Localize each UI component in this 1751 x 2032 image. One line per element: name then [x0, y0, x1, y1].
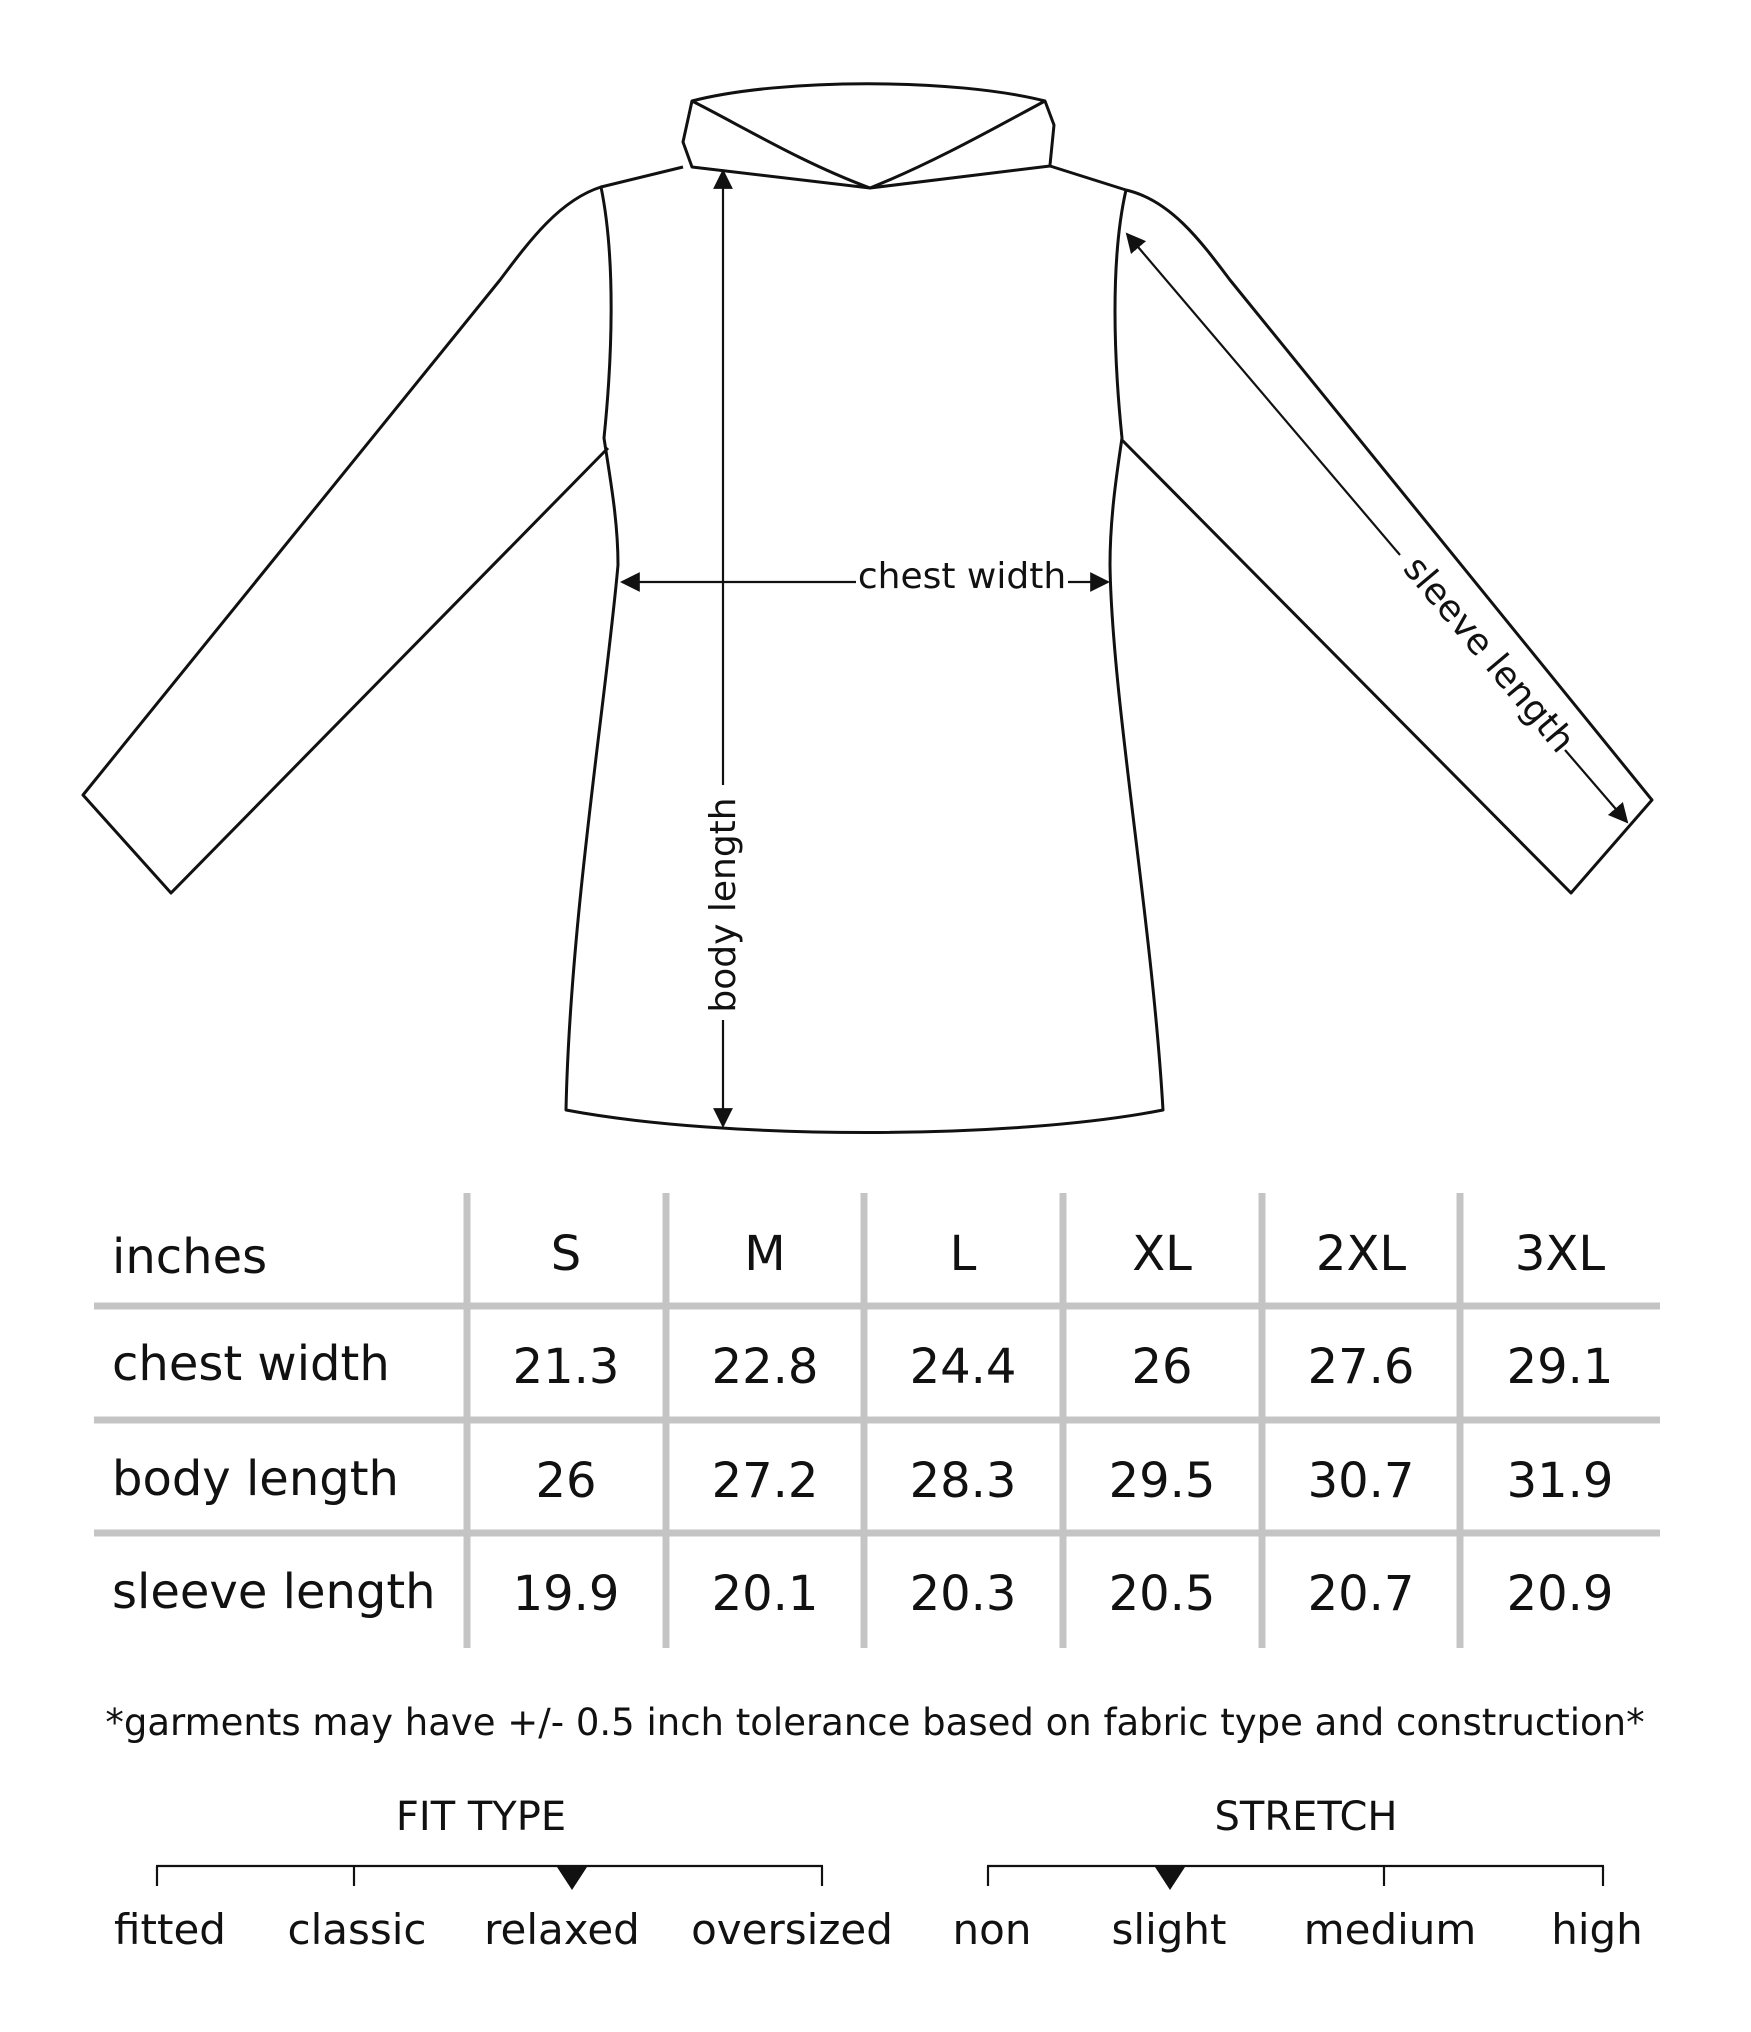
- hoodie-diagram: [83, 84, 1652, 1133]
- size-header-l: L: [949, 1226, 977, 1282]
- size-header-2xl: 2XL: [1315, 1226, 1407, 1282]
- stretch-option-medium: medium: [1303, 1905, 1477, 1954]
- fit-option-fitted: fitted: [114, 1905, 226, 1954]
- left-sleeve-outline: [83, 187, 608, 893]
- size-header-xl: XL: [1132, 1226, 1192, 1282]
- hood-inner-line: [692, 101, 1045, 188]
- table-cell: 27.2: [711, 1453, 819, 1509]
- row-label: chest width: [112, 1336, 390, 1392]
- size-header-s: S: [550, 1226, 582, 1282]
- table-header-row: [112, 1226, 1605, 1285]
- fit-option-oversized: oversized: [691, 1905, 893, 1954]
- fit-option-relaxed: relaxed: [484, 1905, 640, 1954]
- fit-option-classic: classic: [287, 1905, 427, 1954]
- table-cell: 20.3: [909, 1566, 1017, 1622]
- hood-outline: [683, 84, 1054, 188]
- table-cell: 21.3: [512, 1339, 620, 1395]
- fit-type-title: FIT TYPE: [395, 1794, 567, 1840]
- right-sleeve-outline: [1122, 190, 1652, 893]
- table-cell: 30.7: [1307, 1453, 1415, 1509]
- row-label: body length: [112, 1451, 399, 1507]
- table-cell: 19.9: [512, 1566, 620, 1622]
- table-cell: 29.1: [1506, 1339, 1614, 1395]
- table-cell: 24.4: [909, 1339, 1017, 1395]
- size-header-m: M: [744, 1226, 786, 1282]
- stretch-option-slight: slight: [1111, 1905, 1227, 1954]
- row-label: sleeve length: [112, 1564, 436, 1620]
- table-cell: 29.5: [1108, 1453, 1216, 1509]
- table-cell: 20.1: [711, 1566, 819, 1622]
- table-cell: 20.5: [1108, 1566, 1216, 1622]
- stretch-scale: [953, 1794, 1643, 1954]
- table-cell: 28.3: [909, 1453, 1017, 1509]
- stretch-option-non: non: [952, 1905, 1032, 1954]
- size-header-3xl: 3XL: [1514, 1226, 1606, 1282]
- table-unit-header: inches: [112, 1229, 268, 1285]
- table-cell: 27.6: [1307, 1339, 1415, 1395]
- size-table: [94, 1193, 1660, 1648]
- stretch-marker: [1155, 1867, 1185, 1890]
- table-cell: 26: [1131, 1339, 1193, 1395]
- sleeve-length-arrow-bottom: [1565, 750, 1627, 822]
- table-cell: 22.8: [711, 1339, 819, 1395]
- tolerance-note: *garments may have +/- 0.5 inch tolerance based on fabric type and construction*: [105, 1701, 1645, 1744]
- fit-type-marker: [557, 1867, 587, 1890]
- table-cell: 26: [535, 1453, 597, 1509]
- fit-type-scale: [114, 1794, 893, 1954]
- body-outline: [566, 166, 1163, 1133]
- sleeve-length-arrow-top: [1127, 234, 1400, 555]
- table-cell: 20.7: [1307, 1566, 1415, 1622]
- body-length-label: body length: [703, 797, 744, 1013]
- table-cell: 31.9: [1506, 1453, 1614, 1509]
- table-cell: 20.9: [1506, 1566, 1614, 1622]
- chest-width-label: chest width: [857, 556, 1067, 597]
- stretch-option-high: high: [1551, 1905, 1643, 1954]
- stretch-title: STRETCH: [1214, 1794, 1398, 1840]
- sleeve-length-label: sleeve length: [1395, 548, 1583, 761]
- measurement-labels: [703, 548, 1583, 1012]
